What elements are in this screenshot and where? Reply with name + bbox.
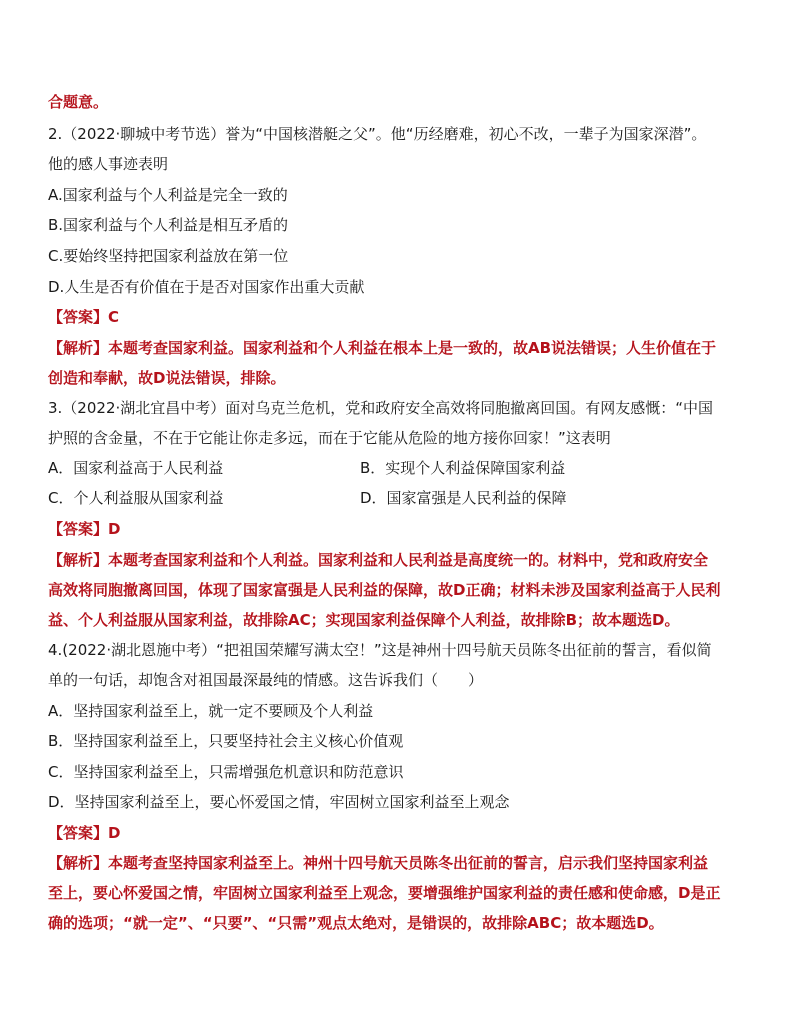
question-2-option-b: B.国家利益与个人利益是相互矛盾的 <box>48 216 289 234</box>
question-4-analysis-cont: 至上，要心怀爱国之情，牢固树立国家利益至上观念，要增强维护国家利益的责任感和使命感，D是正 <box>48 884 721 902</box>
question-3-option-b: B．实现个人利益保障国家利益 <box>360 459 566 477</box>
answer-tag: 【答案】 <box>48 520 109 538</box>
question-4-option-b: B．坚持国家利益至上，只要坚持社会主义核心价值观 <box>48 732 404 750</box>
continued-text: 合题意。 <box>48 93 109 111</box>
question-3-option-a: A．国家利益高于人民利益 <box>48 459 224 477</box>
question-2-analysis-cont: 创造和奉献，故D说法错误，排除。 <box>48 369 286 387</box>
question-3-option-d: D．国家富强是人民利益的保障 <box>360 489 567 507</box>
question-4-answer <box>48 823 120 843</box>
question-3-answer <box>48 519 120 539</box>
question-2-analysis <box>48 338 716 358</box>
answer-value: D <box>108 824 121 842</box>
question-3-analysis-cont: 高效将同胞撤离回国，体现了国家富强是人民利益的保障，故D正确；材料未涉及国家利益高于人民利 <box>48 581 721 599</box>
question-4-option-c: C．坚持国家利益至上，只需增强危机意识和防范意识 <box>48 763 404 781</box>
question-3-option-c: C．个人利益服从国家利益 <box>48 489 224 507</box>
analysis-text: 本题考查国家利益和个人利益。国家利益和人民利益是高度统一的。材料中，党和政府安全 <box>108 551 709 569</box>
question-3-stem: 3.（2022·湖北宜昌中考）面对乌克兰危机，党和政府安全高效将同胞撤离回国。有网友感慨：“中国 <box>48 399 714 417</box>
question-3-analysis <box>48 550 708 570</box>
question-2-option-c: C.要始终坚持把国家利益放在第一位 <box>48 247 289 265</box>
analysis-text: 本题考查坚持国家利益至上。神州十四号航天员陈冬出征前的誓言，启示我们坚持国家利益 <box>108 854 709 872</box>
question-4-option-a: A．坚持国家利益至上，就一定不要顾及个人利益 <box>48 702 374 720</box>
question-4-analysis <box>48 853 708 873</box>
question-3-options-row2 <box>48 488 567 508</box>
analysis-tag: 【解析】 <box>48 339 109 357</box>
answer-value: C <box>108 308 120 326</box>
analysis-text: 本题考查国家利益。国家利益和个人利益在根本上是一致的，故AB说法错误；人生价值在于 <box>108 339 717 357</box>
analysis-tag: 【解析】 <box>48 551 109 569</box>
question-4-option-d: D．坚持国家利益至上，要心怀爱国之情，牢固树立国家利益至上观念 <box>48 793 510 811</box>
analysis-tag: 【解析】 <box>48 854 109 872</box>
answer-value: D <box>108 520 121 538</box>
question-2-option-a: A.国家利益与个人利益是完全一致的 <box>48 186 288 204</box>
question-2-stem: 2.（2022·聊城中考节选）誉为“中国核潜艇之父”。他“历经磨难，初心不改，一辈子为国家深潜”。 <box>48 125 707 143</box>
question-2-answer <box>48 307 119 327</box>
question-3-stem-cont: 护照的含金量，不在于它能让你走多远，而在于它能从危险的地方接你回家！”这表明 <box>48 429 611 447</box>
question-3-options-row1 <box>48 458 566 478</box>
question-4-stem-cont: 单的一句话，却饱含对祖国最深最纯的情感。这告诉我们（ ） <box>48 671 484 689</box>
question-4-stem: 4.(2022·湖北恩施中考）“把祖国荣耀写满太空！”这是神州十四号航天员陈冬出征前的誓言，看似简 <box>48 641 712 659</box>
question-2-option-d: D.人生是否有价值在于是否对国家作出重大贡献 <box>48 278 365 296</box>
answer-tag: 【答案】 <box>48 824 109 842</box>
question-3-analysis-cont2: 益、个人利益服从国家利益，故排除AC；实现国家利益保障个人利益，故排除B；故本题选D。 <box>48 611 680 629</box>
question-2-stem-cont: 他的感人事迹表明 <box>48 155 169 173</box>
answer-tag: 【答案】 <box>48 308 109 326</box>
question-4-analysis-cont2: 确的选项；“就一定”、“只要”、“只需”观点太绝对，是错误的，故排除ABC；故本题选D。 <box>48 914 664 932</box>
